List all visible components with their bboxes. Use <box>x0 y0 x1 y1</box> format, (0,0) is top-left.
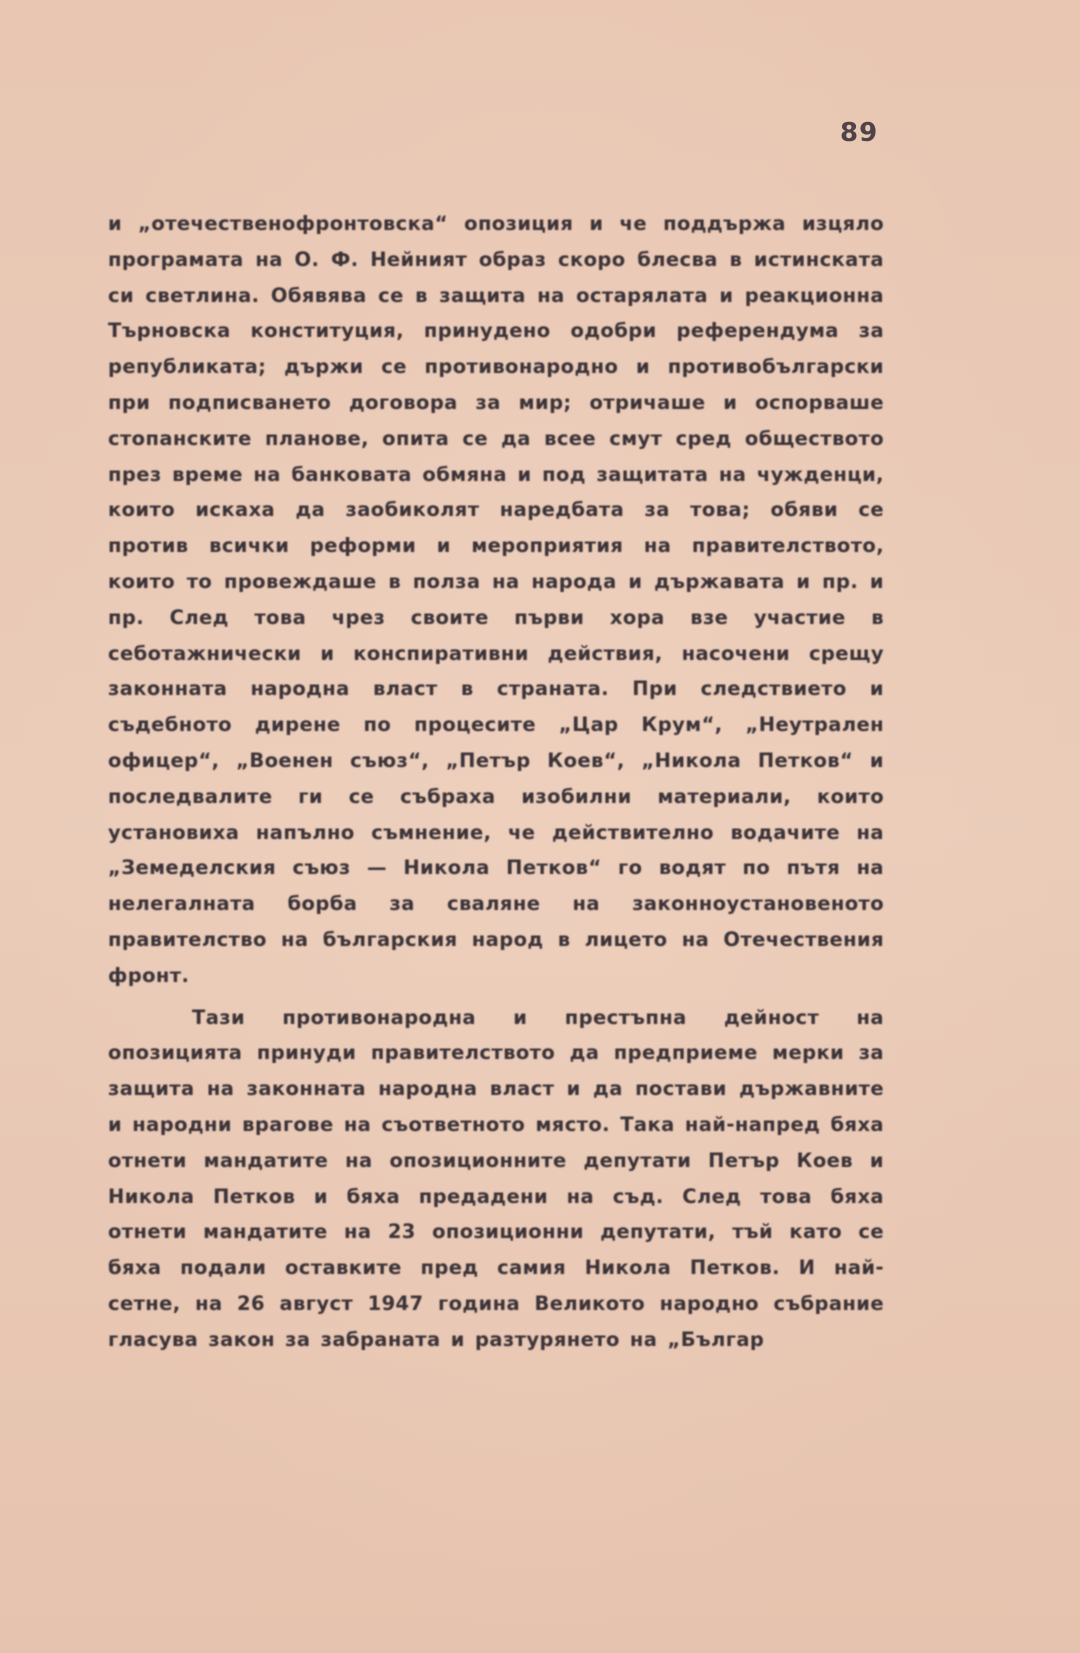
paragraph-1: и „отечественофронтовска“ опозиция и че поддържа изцяло програмата на О. Ф. Нейният образ скоро блесва в истинската си светлина. Обявява се в защита на остарялата и реакционна Търновска конституция, принудено одобри референдума за републиката; държи се противонародно и противобългарски при подписването договора за мир; отричаше и оспорваше стопанските планове, опита се да всее смут сред обществото през време на банковата обмяна и под защитата на чужденци, които искаха да заобиколят наредбата за това; обяви се против всички реформи и мероприятия на правителството, които то провеждаше в полза на народа и държавата и пр. и пр. След това чрез своите първи хора взе участие в себотажнически и конспиративни действия, насочени срещу законната народна власт в страната. При следствието и съдебното дирене по процесите „Цар Крум“, „Неутрален офицер“, „Военен съюз“, „Петър Коев“, „Никола Петков“ и последвалите ги се събраха изобилни материали, които установиха напълно съмнение, че действително водачите на „Земеделския съюз — Никола Петков“ го водят по пътя на нелегалната борба за сваляне на законноустановеното правителство на българския народ в лицето на Отечествения фронт. <box>108 212 884 987</box>
page-number: 89 <box>840 118 879 148</box>
paragraph-2: Тази противонародна и престъпна дейност на опозицията принуди правителството да предприеме мерки за защита на законната народна власт и да постави държавните и народни врагове на съответното място. Така най-напред бяха отнети мандатите на опозиционните депутати Петър Коев и Никола Петков и бяха предадени на съд. След това бяха отнети мандатите на 23 опозиционни депутати, тъй като се бяха подали оставките пред самия Никола Петков. И най-сетне, на 26 август 1947 година Великото народно събрание гласува закон за забраната и разтурянето на „Българ <box>108 1005 884 1351</box>
body-text <box>108 206 884 1358</box>
